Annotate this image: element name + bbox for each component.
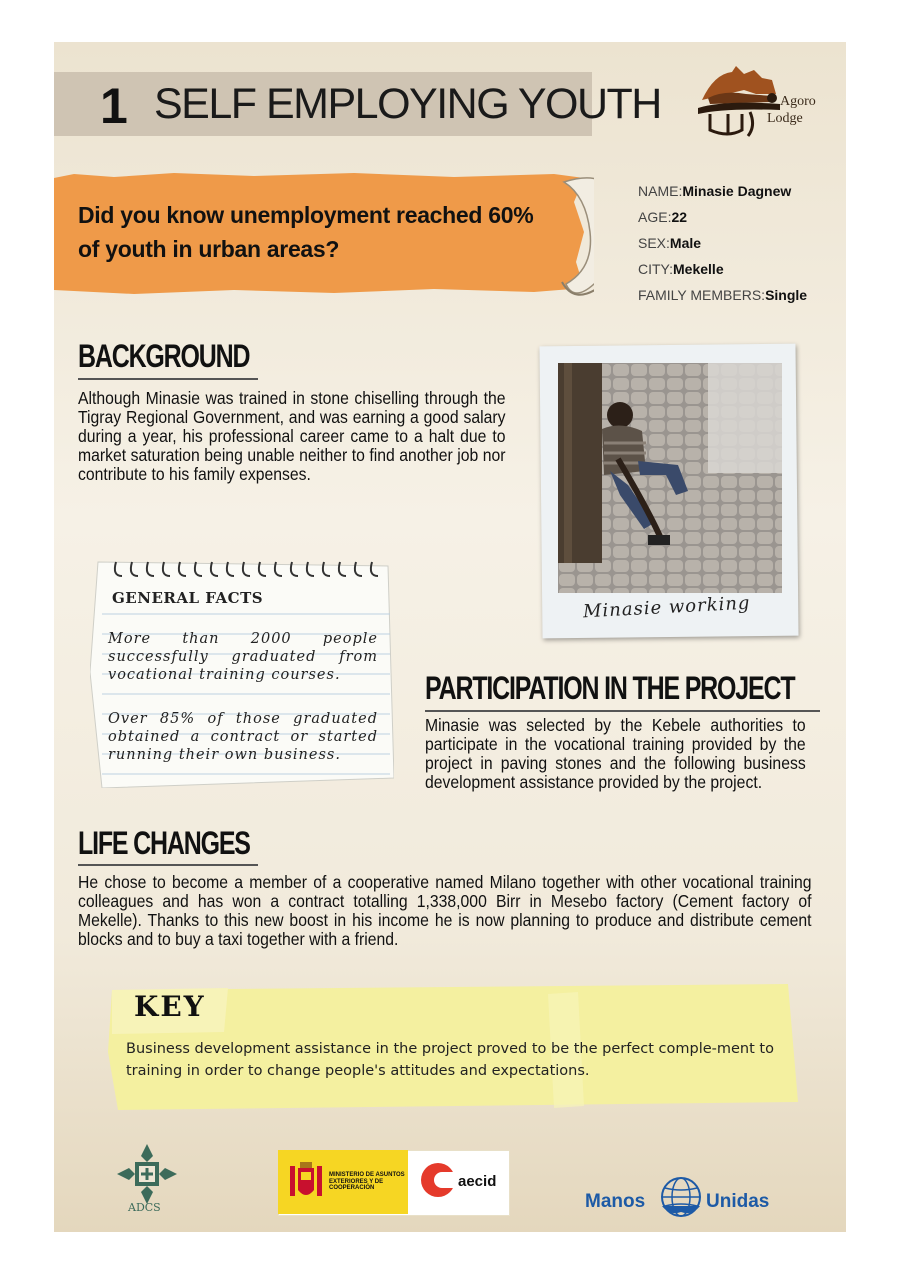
logo-text-lodge: Lodge (767, 111, 803, 126)
family-label: FAMILY MEMBERS: (638, 287, 766, 303)
key-title: KEY (134, 990, 206, 1023)
life-changes-underline (78, 864, 258, 866)
life-changes-heading: LIFE CHANGES (78, 825, 250, 861)
photo-minasie-working (558, 363, 782, 593)
unidas-text: Unidas (706, 1191, 770, 1212)
aecid-text: aecid (458, 1173, 497, 1190)
section-number: 1 (100, 78, 128, 134)
name-value: Minasie Dagnew (682, 183, 792, 199)
banner-question: Did you know unemployment reached 60% of youth in urban areas? (78, 202, 534, 262)
profile-card (638, 178, 807, 308)
name-label: NAME: (638, 183, 683, 199)
background-underline (78, 378, 258, 380)
adcs-label: ADCS (128, 1201, 161, 1214)
logo-text-agoro: Agoro (780, 94, 816, 109)
page-title: SELF EMPLOYING YOUTH (154, 80, 661, 128)
sex-value: Male (669, 235, 702, 251)
background-text: Although Minasie was trained in stone chiselling through the Tigray Regional Government, and was earning a good salary during a year, his professional career came to a halt due to market saturation being unable neither to find another job nor contribute to his family expenses. (78, 388, 506, 484)
age-label: AGE: (638, 209, 672, 225)
city-label: CITY: (638, 261, 674, 277)
life-changes-text: He chose to become a member of a cooperative named Milano together with other vocational training colleagues and has won a contract totalling 1,338,000 Birr in Mesebo factory (Cement factory of Mekelle). Thanks to this new boost in his income he is now planning to produce and distribute cement blocks and to buy a taxi together with a friend. (78, 872, 812, 949)
fact-contracts: Over 85% of those graduated obtained a contract or started running their own business. (108, 711, 378, 763)
adcs-logo (115, 1142, 179, 1206)
family-value: Single (765, 287, 808, 303)
sex-label: SEX: (638, 235, 670, 251)
fact-graduates: More than 2000 people successfully graduated from vocational training courses. (108, 631, 378, 683)
participation-heading: PARTICIPATION IN THE PROJECT (425, 670, 795, 706)
ministerio-text: MINISTERIO DE ASUNTOS EXTERIORES Y DE COOPERACIÓN (329, 1172, 405, 1191)
manos-text: Manos (585, 1191, 646, 1212)
photo-caption: Minasie working (582, 592, 751, 623)
general-facts-title: GENERAL FACTS (112, 589, 264, 607)
participation-underline (425, 710, 820, 712)
participation-text: Minasie was selected by the Kebele authorities to participate in the vocational training provided by the project in paving stones and the following business development assistance provided by the project. (425, 715, 806, 792)
spain-coat-of-arms-icon (288, 1160, 324, 1204)
key-text: Business development assistance in the project proved to be the perfect comple-ment to training in order to change people's attitudes and expectations. (126, 1041, 774, 1079)
background-heading: BACKGROUND (78, 338, 250, 374)
globe-hands-icon (660, 1176, 702, 1218)
age-value: 22 (671, 209, 688, 225)
city-value: Mekelle (673, 261, 724, 277)
aecid-c-icon (420, 1162, 456, 1198)
